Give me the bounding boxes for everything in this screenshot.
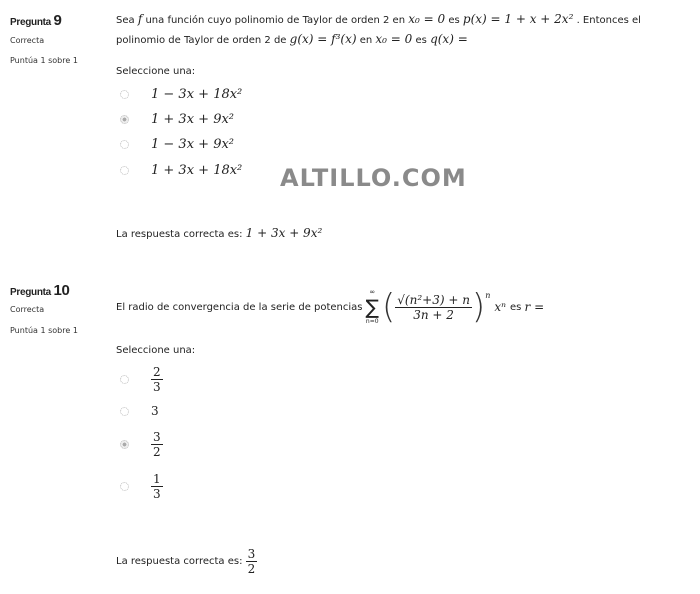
radio-button[interactable] [120, 166, 129, 175]
q10-option[interactable]: 3 [120, 400, 159, 422]
radio-button-selected[interactable] [120, 115, 129, 124]
q9-option[interactable]: 1 − 3x + 9x² [120, 133, 234, 155]
question-9-score: Puntúa 1 sobre 1 [10, 56, 78, 65]
question-10-number: Pregunta 10 [10, 282, 70, 299]
q10-option[interactable]: $\frac{3}{2}$ [120, 427, 163, 461]
question-10-status: Correcta [10, 305, 45, 314]
select-prompt: Seleccione una: [116, 345, 196, 356]
radio-button[interactable] [120, 482, 129, 491]
q9-option[interactable]: 1 − 3x + 18x² [120, 83, 242, 105]
radio-button[interactable] [120, 90, 129, 99]
q10-option[interactable]: $\frac{1}{3}$ [120, 469, 163, 503]
question-9-status: Correcta [10, 36, 45, 45]
radio-button[interactable] [120, 407, 129, 416]
q10-option[interactable]: $\frac{2}{3}$ [120, 362, 163, 396]
question-9-number: Pregunta 9 [10, 12, 62, 29]
q9-option[interactable]: 1 + 3x + 9x² [120, 108, 234, 130]
q9-correct-answer: La respuesta correcta es: 1 + 3x + 9x² [116, 226, 323, 240]
q9-option[interactable]: 1 + 3x + 18x² [120, 159, 242, 181]
radio-button[interactable] [120, 140, 129, 149]
radio-button[interactable] [120, 375, 129, 384]
question-10-text: El radio de convergencia de la serie de potencias ∞ ∑ n=0 ( $\frac{\text{√(n²+3) + n}}{3n + 2}$ ) $^n$ xⁿ es r = [116, 286, 545, 327]
question-10-score: Puntúa 1 sobre 1 [10, 326, 78, 335]
radio-button-selected[interactable] [120, 440, 129, 449]
select-prompt: Seleccione una: [116, 66, 196, 77]
q10-correct-answer: La respuesta correcta es: $\frac{3}{2}$ [116, 546, 256, 576]
question-9-text: Sea f una función cuyo polinomio de Taylor de orden 2 en x₀ = 0 es p(x) = 1 + x + 2x² . Entonces el polinomio de Taylor de orden 2 de g(x) = f³(x) en x₀ = 0 es q(x) = [116, 12, 641, 46]
watermark: ALTILLO.COM [280, 164, 467, 192]
